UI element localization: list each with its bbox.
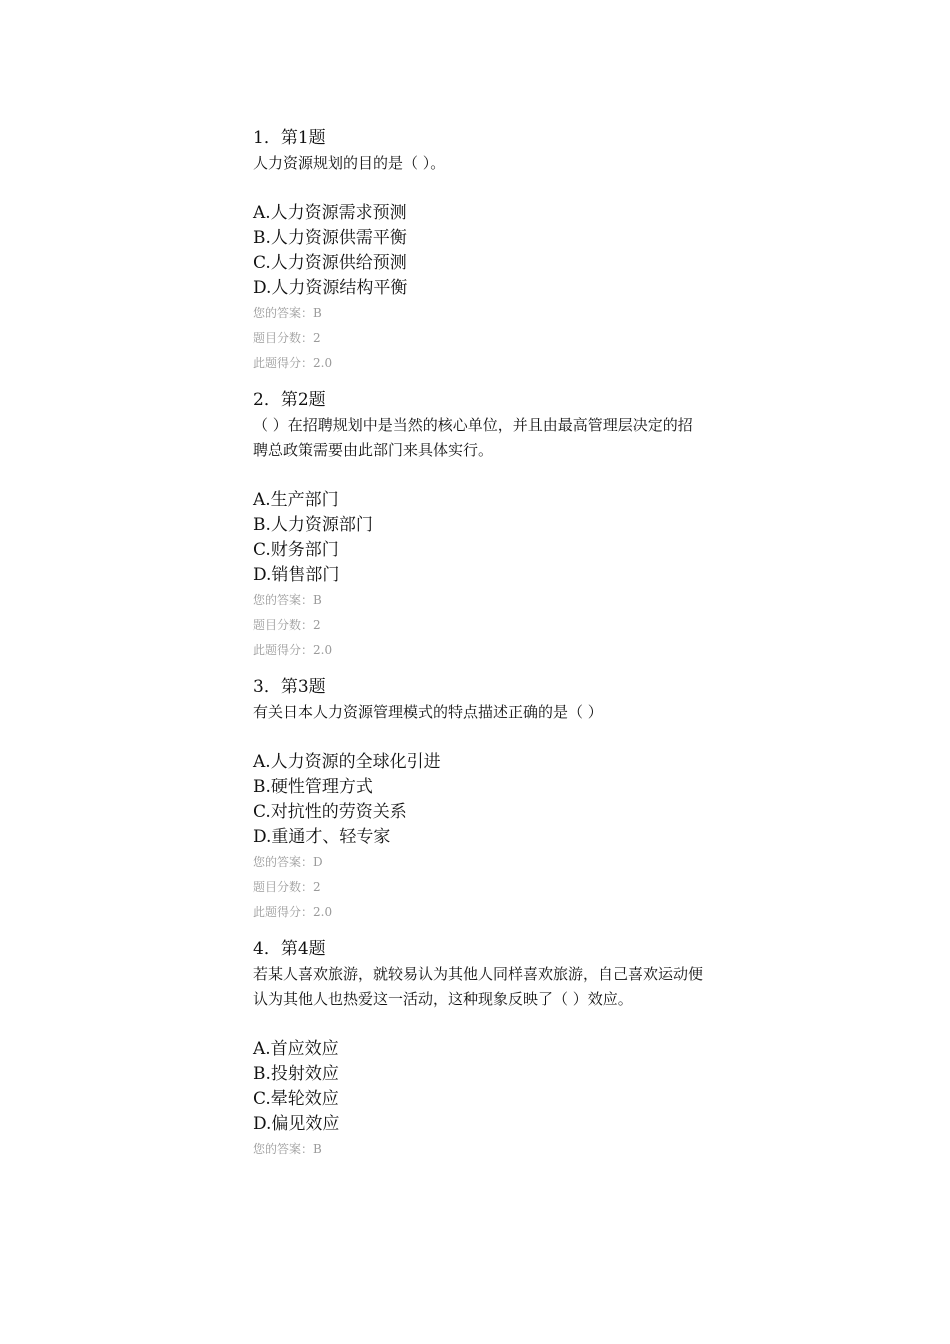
option-b: B.投射效应 bbox=[253, 1064, 339, 1084]
question-stem: 人力资源规划的目的是（ ）。 bbox=[253, 154, 446, 172]
option-a: A.生产部门 bbox=[253, 490, 339, 510]
option-d: D.重通才、轻专家 bbox=[253, 827, 391, 847]
question-title: 4．第4题 bbox=[253, 939, 326, 959]
question-score: 题目分数：2 bbox=[253, 331, 321, 345]
option-b: B.人力资源部门 bbox=[253, 515, 373, 535]
option-b: B.人力资源供需平衡 bbox=[253, 228, 407, 248]
question-3 bbox=[253, 675, 713, 925]
option-a: A.首应效应 bbox=[253, 1039, 339, 1059]
question-title: 2．第2题 bbox=[253, 390, 326, 410]
your-answer: 您的答案：B bbox=[253, 306, 322, 320]
option-b: B.硬性管理方式 bbox=[253, 777, 373, 797]
option-c: C.人力资源供给预测 bbox=[253, 253, 407, 273]
question-score: 题目分数：2 bbox=[253, 880, 321, 894]
question-stem: 若某人喜欢旅游，就较易认为其他人同样喜欢旅游，自己喜欢运动便认为其他人也热爱这一活动，这种现象反映了（ ）效应。 bbox=[253, 965, 704, 1008]
question-stem: （ ）在招聘规划中是当然的核心单位，并且由最高管理层决定的招聘总政策需要由此部门来具体实行。 bbox=[253, 416, 693, 459]
option-c: C.晕轮效应 bbox=[253, 1089, 339, 1109]
option-d: D.销售部门 bbox=[253, 565, 340, 585]
earned-score: 此题得分：2.0 bbox=[253, 643, 333, 657]
question-title: 1．第1题 bbox=[253, 128, 326, 148]
blank-line bbox=[253, 463, 713, 488]
earned-score: 此题得分：2.0 bbox=[253, 905, 333, 919]
your-answer: 您的答案：B bbox=[253, 1142, 322, 1156]
question-score: 题目分数：2 bbox=[253, 618, 321, 632]
blank-line bbox=[253, 725, 713, 750]
question-1 bbox=[253, 126, 713, 376]
question-4 bbox=[253, 937, 713, 1162]
your-answer: 您的答案：B bbox=[253, 593, 322, 607]
option-d: D.偏见效应 bbox=[253, 1114, 340, 1134]
question-stem: 有关日本人力资源管理模式的特点描述正确的是（ ） bbox=[253, 703, 603, 721]
your-answer: 您的答案：D bbox=[253, 855, 323, 869]
document-body bbox=[253, 126, 713, 1174]
question-2 bbox=[253, 388, 713, 663]
option-c: C.对抗性的劳资关系 bbox=[253, 802, 407, 822]
option-d: D.人力资源结构平衡 bbox=[253, 278, 408, 298]
question-title: 3．第3题 bbox=[253, 677, 326, 697]
blank-line bbox=[253, 176, 713, 201]
earned-score: 此题得分：2.0 bbox=[253, 356, 333, 370]
option-a: A.人力资源需求预测 bbox=[253, 203, 407, 223]
option-c: C.财务部门 bbox=[253, 540, 339, 560]
option-a: A.人力资源的全球化引进 bbox=[253, 752, 441, 772]
blank-line bbox=[253, 1012, 713, 1037]
